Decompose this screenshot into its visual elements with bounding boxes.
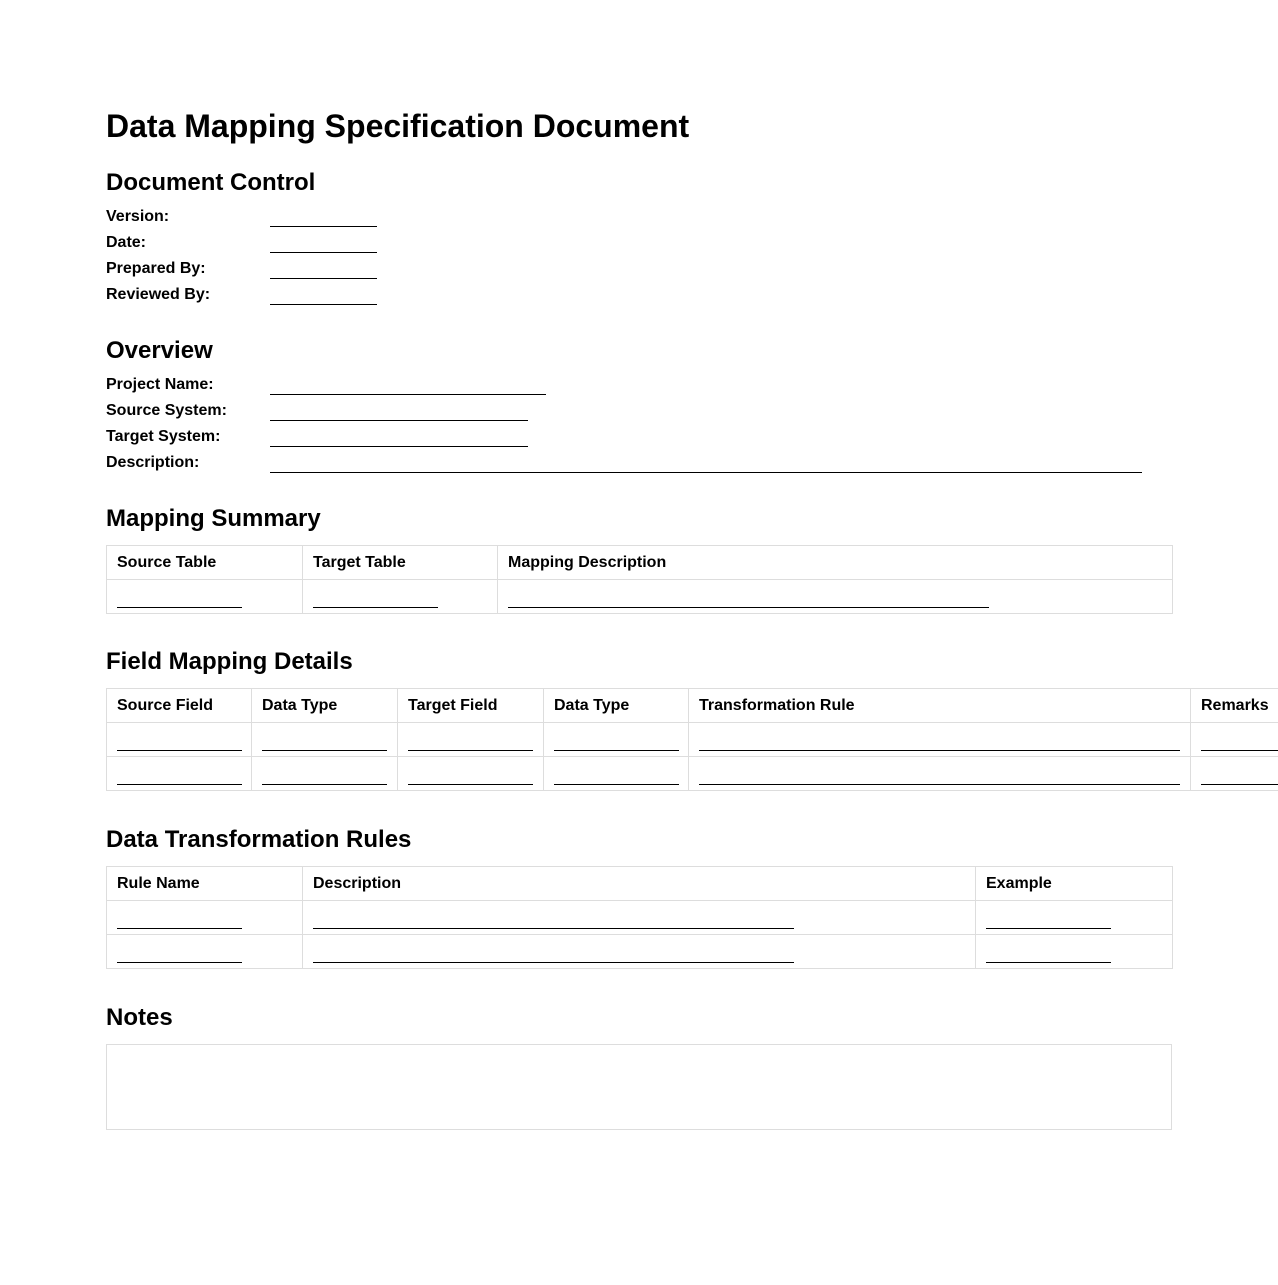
table-row: [107, 580, 1173, 614]
field-label: Project Name:: [106, 376, 214, 393]
field-label: Version:: [106, 208, 170, 225]
source-data-type-blank[interactable]: [262, 768, 387, 785]
column-header-transformation-rule: Transformation Rule: [689, 689, 1191, 723]
rule-example-blank[interactable]: [986, 912, 1111, 929]
project-name-blank[interactable]: [270, 375, 546, 395]
column-header-target-data-type: Data Type: [544, 689, 689, 723]
table-header-row: [107, 867, 1173, 901]
table-row: [107, 723, 1278, 757]
field-label: Reviewed By:: [106, 286, 211, 303]
column-header-target-field: Target Field: [398, 689, 544, 723]
column-header-source-table: Source Table: [107, 546, 303, 580]
reviewed-by-blank[interactable]: [270, 285, 377, 305]
target-data-type-blank[interactable]: [554, 768, 679, 785]
column-header-remarks: Remarks: [1191, 689, 1278, 723]
table-cell[interactable]: [107, 901, 303, 935]
table-cell[interactable]: [303, 901, 976, 935]
transformation-rules-table: [106, 866, 1173, 969]
column-header-description: Description: [303, 867, 976, 901]
table-cell[interactable]: [976, 935, 1173, 969]
source-table-blank[interactable]: [117, 591, 242, 608]
table-cell[interactable]: [976, 901, 1173, 935]
table-cell[interactable]: [689, 723, 1191, 757]
table-cell[interactable]: [252, 757, 398, 791]
column-header-example: Example: [976, 867, 1173, 901]
table-cell[interactable]: [107, 935, 303, 969]
table-cell[interactable]: [303, 580, 498, 614]
date-blank[interactable]: [270, 233, 377, 253]
section-heading-field-mapping: Field Mapping Details: [106, 648, 353, 675]
document-title: Data Mapping Specification Document: [106, 108, 690, 144]
section-heading-transformation-rules: Data Transformation Rules: [106, 826, 412, 853]
section-heading-notes: Notes: [106, 1004, 173, 1031]
source-field-blank[interactable]: [117, 768, 242, 785]
rule-name-blank[interactable]: [117, 912, 242, 929]
mapping-description-blank[interactable]: [508, 591, 989, 608]
table-row: [107, 757, 1278, 791]
table-cell[interactable]: [398, 757, 544, 791]
description-blank[interactable]: [270, 453, 1142, 473]
source-data-type-blank[interactable]: [262, 734, 387, 751]
column-header-source-field: Source Field: [107, 689, 252, 723]
table-row: [107, 901, 1173, 935]
table-cell[interactable]: [303, 935, 976, 969]
remarks-blank[interactable]: [1201, 734, 1278, 751]
column-header-rule-name: Rule Name: [107, 867, 303, 901]
field-label: Date:: [106, 234, 147, 251]
version-blank[interactable]: [270, 207, 377, 227]
table-header-row: [107, 546, 1173, 580]
table-cell[interactable]: [1191, 723, 1278, 757]
target-system-blank[interactable]: [270, 427, 528, 447]
target-field-blank[interactable]: [408, 768, 533, 785]
table-cell[interactable]: [107, 757, 252, 791]
table-cell[interactable]: [544, 757, 689, 791]
section-heading-overview: Overview: [106, 337, 213, 364]
notes-box[interactable]: [106, 1044, 1172, 1130]
table-cell[interactable]: [544, 723, 689, 757]
source-field-blank[interactable]: [117, 734, 242, 751]
table-cell[interactable]: [107, 580, 303, 614]
field-mapping-table: [106, 688, 1278, 791]
field-label: Target System:: [106, 428, 221, 445]
table-row: [107, 935, 1173, 969]
table-cell[interactable]: [1191, 757, 1278, 791]
rule-description-blank[interactable]: [313, 912, 794, 929]
section-heading-document-control: Document Control: [106, 169, 316, 196]
prepared-by-blank[interactable]: [270, 259, 377, 279]
transformation-rule-blank[interactable]: [699, 768, 1180, 785]
rule-name-blank[interactable]: [117, 946, 242, 963]
mapping-summary-table: [106, 545, 1173, 614]
target-table-blank[interactable]: [313, 591, 438, 608]
table-cell[interactable]: [498, 580, 1173, 614]
table-cell[interactable]: [689, 757, 1191, 791]
transformation-rule-blank[interactable]: [699, 734, 1180, 751]
column-header-source-data-type: Data Type: [252, 689, 398, 723]
column-header-mapping-description: Mapping Description: [498, 546, 1173, 580]
table-header-row: [107, 689, 1278, 723]
column-header-target-table: Target Table: [303, 546, 498, 580]
rule-description-blank[interactable]: [313, 946, 794, 963]
table-cell[interactable]: [252, 723, 398, 757]
remarks-blank[interactable]: [1201, 768, 1278, 785]
target-field-blank[interactable]: [408, 734, 533, 751]
source-system-blank[interactable]: [270, 401, 528, 421]
target-data-type-blank[interactable]: [554, 734, 679, 751]
section-heading-mapping-summary: Mapping Summary: [106, 505, 321, 532]
field-label: Prepared By:: [106, 260, 206, 277]
field-label: Source System:: [106, 402, 227, 419]
table-cell[interactable]: [398, 723, 544, 757]
rule-example-blank[interactable]: [986, 946, 1111, 963]
table-cell[interactable]: [107, 723, 252, 757]
field-label: Description:: [106, 454, 200, 471]
